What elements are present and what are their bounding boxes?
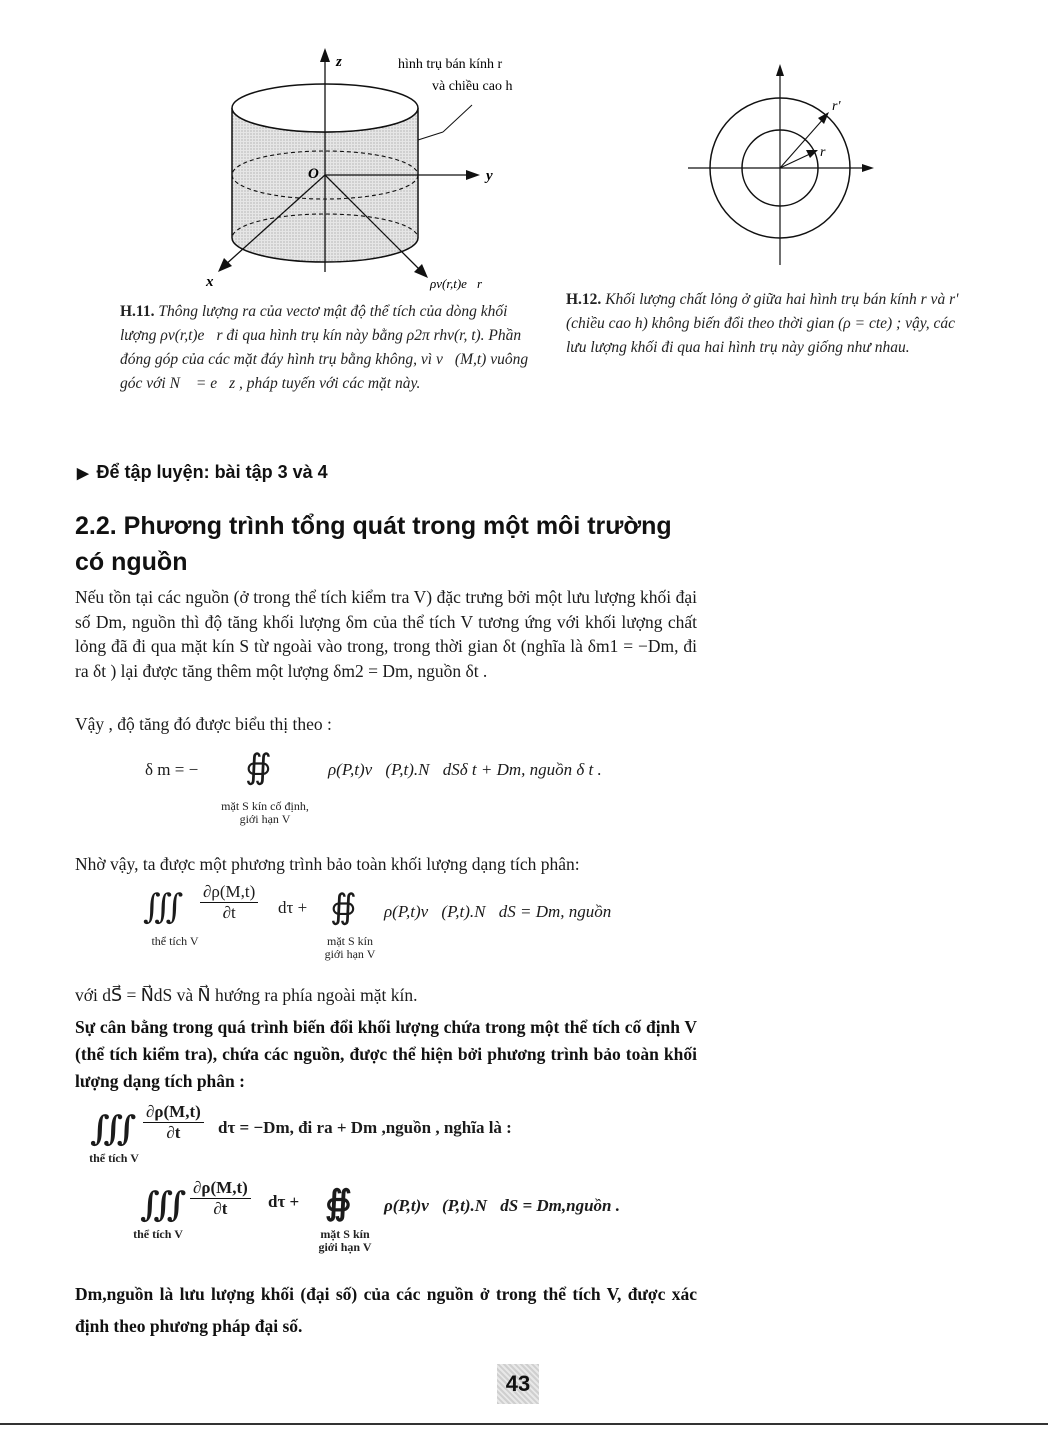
paragraph-conservation: Nhờ vậy, ta được một phương trình bảo toàn khối lượng dạng tích phân: [75, 854, 580, 874]
figure-caption-h12 [566, 288, 978, 360]
fraction-denominator: ∂t [166, 1123, 181, 1142]
surface-domain-label [305, 935, 395, 961]
caption-number: H.12. [566, 291, 602, 308]
caption-number: H.11. [120, 303, 155, 320]
domain-line2: giới hạn V [318, 1240, 372, 1254]
equation-2-rhs: ρ(P,t)v⃗(P,t).N⃗dS = Dm, nguồn [384, 902, 612, 921]
z-axis-label: z [336, 54, 342, 70]
paragraph-balance: Sự cân bằng trong quá trình biến đổi khối lượng chứa trong một thể tích cố định V (thể tích kiểm tra), chứa các nguồn, được thể hiện bởi phương trình bảo toàn khối lượng dạng tích phân : [75, 1017, 697, 1091]
page-number: 43 [497, 1364, 539, 1404]
closed-surface-integral-symbol: ∯ [325, 1183, 352, 1223]
bottom-divider [0, 1423, 1048, 1425]
equation-4-rhs: ρ(P,t)v⃗(P,t).N⃗dS = Dm,nguồn . [384, 1196, 621, 1215]
surface-domain-label [300, 1228, 390, 1254]
x-axis-label: x [206, 274, 214, 290]
dtau-plus: dτ + [268, 1192, 300, 1211]
volume-domain-label: thể tích V [133, 1227, 183, 1241]
closed-surface-integral-symbol: ∯ [330, 887, 357, 927]
cylinder-figure [190, 40, 570, 300]
domain-line2: giới hạn V [239, 812, 291, 826]
paragraph-intro-eq: Vậy , độ tăng đó được biểu thị theo : [75, 714, 332, 734]
fraction-numerator: ∂ρ(M,t) [190, 1178, 251, 1199]
domain-line1: mặt S kín [326, 934, 373, 948]
equation-2-fraction [200, 882, 258, 923]
triple-integral-symbol: ∭ [90, 1109, 138, 1149]
inner-radius-label: r [820, 145, 826, 160]
equation-delta-m-lhs: δ m = − [145, 760, 199, 779]
triple-integral-symbol: ∭ [143, 887, 184, 927]
concentric-circles-figure [680, 60, 880, 270]
section-heading [75, 508, 775, 580]
volume-domain-label: thể tích V [89, 1151, 139, 1165]
equation-delta-m-rhs: ρ(P,t)v⃗(P,t).N⃗dSδ t + Dm, nguồn δ t . [328, 760, 602, 779]
paragraph-normal-vector: với dS⃗ = N⃗dS và N⃗ hướng ra phía ngoài mặt kín. [75, 985, 418, 1005]
domain-line2: giới hạn V [324, 947, 376, 961]
triple-integral-symbol: ∭ [140, 1185, 188, 1225]
radial-vector-label: ρv(r,t)e⃗r [430, 276, 483, 291]
outer-radius-label: r' [832, 99, 841, 114]
triangle-bullet-icon: ▶ [77, 465, 89, 482]
equation-3-fraction [143, 1102, 204, 1143]
origin-label: O [308, 166, 319, 182]
figure-caption-h11 [120, 300, 540, 396]
cylinder-annotation-line2: và chiều cao h [432, 79, 513, 94]
fraction-numerator: ∂ρ(M,t) [143, 1102, 204, 1123]
closed-surface-integral-symbol: ∯ [245, 747, 272, 787]
domain-line1: mặt S kín cố định, [221, 799, 309, 813]
dtau-plus: dτ + [278, 898, 308, 917]
fraction-denominator: ∂t [222, 903, 236, 922]
practice-note [77, 462, 328, 483]
integral-domain-label [190, 800, 340, 826]
caption-text: Thông lượng ra của vectơ mật độ thể tích của dòng khối lượng ρv(r,t)e⃗r đi qua hình trụ kín này bằng ρ2π rhv(r, t). Phần đóng góp của các mặt đáy hình trụ bằng không, vì v⃗(M,t) vuông góc với N⃗ = e⃗z , pháp tuyến với các mặt này. [120, 303, 529, 392]
volume-domain-label: thể tích V [151, 934, 199, 948]
domain-line1: mặt S kín [320, 1227, 370, 1241]
equation-4-fraction [190, 1178, 251, 1219]
paragraph-sources: Nếu tồn tại các nguồn (ở trong thể tích kiểm tra V) đặc trưng bởi một lưu lượng khối đại số Dm, nguồn thì độ tăng khối lượng δm của thể tích V tương ứng với khối lượng chất lỏng đã đi qua mặt kín S từ ngoài vào trong, trong thời gian δt (nghĩa là δm1 = −Dm, đi ra δt ) lại được tăng thêm một lượng δm2 = Dm, nguồn δt . [75, 587, 697, 681]
fraction-numerator: ∂ρ(M,t) [200, 882, 258, 903]
y-axis-label: y [486, 168, 493, 184]
section-heading-line1: 2.2. Phương trình tổng quát trong một môi trường [75, 512, 672, 540]
equation-3-rhs: dτ = −Dm, đi ra + Dm ,nguồn , nghĩa là : [218, 1118, 512, 1137]
caption-text: Khối lượng chất lỏng ở giữa hai hình trụ bán kính r và r' (chiều cao h) không biến đổi theo thời gian (ρ = cte) ; vậy, các lưu lượng khối đi qua hai hình trụ này giống như nhau. [566, 291, 959, 356]
fraction-denominator: ∂t [213, 1199, 228, 1218]
cylinder-annotation-line1: hình trụ bán kính r [398, 57, 503, 72]
practice-text: Để tập luyện: bài tập 3 và 4 [96, 462, 328, 482]
paragraph-source-definition: Dm,nguồn là lưu lượng khối (đại số) của các nguồn ở trong thể tích V, được xác định theo phương pháp đại số. [75, 1284, 697, 1336]
section-heading-line2: có nguồn [75, 548, 188, 576]
